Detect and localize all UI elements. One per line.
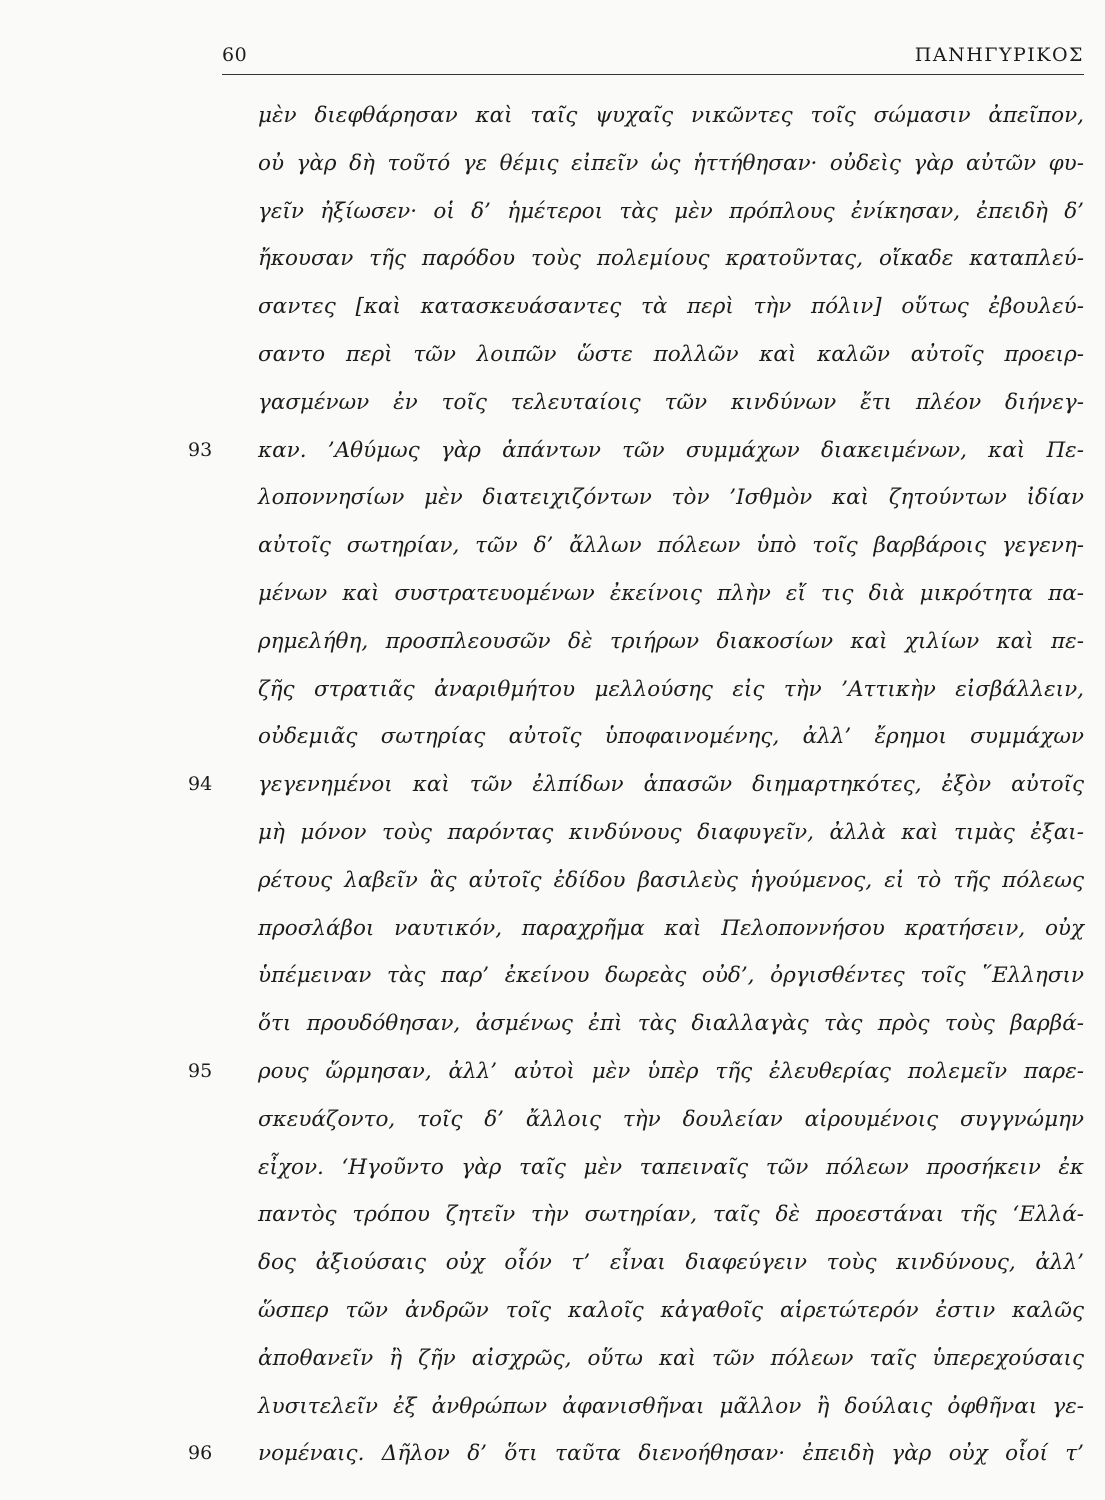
- text-line: [188, 1048, 1084, 1096]
- text-line: [258, 188, 1084, 236]
- text-line: [258, 331, 1084, 379]
- text-line: [258, 1239, 1084, 1287]
- line-text: γασμένων ἐν τοῖς τελευταίοις τῶν κινδύνων ἔτι πλέον διήνεγ-: [258, 389, 1084, 415]
- text-line: [258, 570, 1084, 618]
- section-number: 94: [188, 773, 213, 796]
- text-line: [258, 235, 1084, 283]
- line-text: αὐτοῖς σωτηρίαν, τῶν δ’ ἄλλων πόλεων ὑπὸ τοῖς βαρβάροις γεγενη-: [258, 533, 1084, 559]
- line-text: μὲν διεφθάρησαν καὶ ταῖς ψυχαῖς νικῶντες τοῖς σώμασιν ἀπεῖπον,: [258, 103, 1084, 128]
- text-line: [258, 1096, 1084, 1144]
- text-line: [258, 1383, 1084, 1431]
- line-text: σαντο περὶ τῶν λοιπῶν ὥστε πολλῶν καὶ καλῶν αὐτοῖς προειρ-: [258, 341, 1084, 367]
- text-line: [258, 1144, 1084, 1192]
- text-line: [258, 1287, 1084, 1335]
- text-line: [258, 92, 1084, 140]
- line-text: προσλάβοι ναυτικόν, παραχρῆμα καὶ Πελοποννήσου κρατήσειν, οὐχ: [258, 915, 1084, 941]
- line-text: οὐδεμιᾶς σωτηρίας αὐτοῖς ὑποφαινομένης, ἀλλ’ ἔρημοι συμμάχων: [258, 724, 1084, 750]
- section-number: 93: [188, 438, 213, 461]
- text-line: [258, 1335, 1084, 1383]
- text-line: [258, 140, 1084, 188]
- line-text: λοποννησίων μὲν διατειχιζόντων τὸν ’Ισθμὸν καὶ ζητούντων ἰδίαν: [258, 485, 1084, 511]
- line-text: σκευάζοντο, τοῖς δ’ ἄλλοις τὴν δουλείαν αἱρουμένοις συγγνώμην: [258, 1106, 1084, 1132]
- line-text: ζῆς στρατιᾶς ἀναριθμήτου μελλούσης εἰς τὴν ’Αττικὴν εἰσβάλλειν,: [258, 676, 1084, 702]
- line-text: ρους ὥρμησαν, ἀλλ’ αὐτοὶ μὲν ὑπὲρ τῆς ἐλευθερίας πολεμεῖν παρε-: [258, 1058, 1084, 1084]
- line-text: δος ἀξιούσαις οὐχ οἷόν τ’ εἶναι διαφεύγειν τοὺς κινδύνους, ἀλλ’: [258, 1250, 1084, 1276]
- text-line: [258, 905, 1084, 953]
- line-text: ὥσπερ τῶν ἀνδρῶν τοῖς καλοῖς κἀγαθοῖς αἱρετώτερόν ἐστιν καλῶς: [258, 1297, 1084, 1323]
- line-text: γεγενημένοι καὶ τῶν ἐλπίδων ἁπασῶν διημαρτηκότες, ἐξὸν αὐτοῖς: [258, 772, 1084, 798]
- section-number: 96: [188, 1442, 213, 1465]
- text-line: [258, 713, 1084, 761]
- line-text: εἶχον. ‘Ηγοῦντο γὰρ ταῖς μὲν ταπειναῖς τῶν πόλεων προσήκειν ἐκ: [258, 1154, 1084, 1180]
- line-text: σαντες [καὶ κατασκευάσαντες τὰ περὶ τὴν πόλιν] οὕτως ἐβουλεύ-: [258, 294, 1084, 320]
- text-line: [258, 666, 1084, 714]
- line-text: μένων καὶ συστρατευομένων ἐκείνοις πλὴν εἴ τις διὰ μικρότητα πα-: [258, 580, 1084, 606]
- section-number: 95: [188, 1059, 213, 1082]
- text-line: [258, 283, 1084, 331]
- line-text: ὅτι προυδόθησαν, ἀσμένως ἐπὶ τὰς διαλλαγὰς τὰς πρὸς τοὺς βαρβά-: [258, 1011, 1084, 1037]
- text-line: [258, 952, 1084, 1000]
- line-text: οὐ γὰρ δὴ τοῦτό γε θέμις εἰπεῖν ὡς ἡττήθησαν· οὐδεὶς γὰρ αὐτῶν φυ-: [258, 150, 1084, 176]
- text-line: [258, 1000, 1084, 1048]
- text-line: [258, 809, 1084, 857]
- running-head: ΠΑΝΗΓΥΡΙΚΟΣ: [914, 44, 1084, 66]
- text-body: [188, 92, 1084, 1478]
- page-header: [222, 40, 1084, 76]
- text-line: [258, 474, 1084, 522]
- header-rule: [222, 74, 1084, 75]
- text-line: [258, 618, 1084, 666]
- text-line: [258, 857, 1084, 905]
- line-text: ρέτους λαβεῖν ἃς αὐτοῖς ἐδίδου βασιλεὺς ἡγούμενος, εἰ τὸ τῆς πόλεως: [258, 867, 1084, 893]
- text-line: [188, 1430, 1084, 1478]
- line-text: ἀποθανεῖν ἢ ζῆν αἰσχρῶς, οὕτω καὶ τῶν πόλεων ταῖς ὑπερεχούσαις: [258, 1345, 1084, 1371]
- line-text: ὑπέμειναν τὰς παρ’ ἐκείνου δωρεὰς οὐδ’, ὀργισθέντες τοῖς ῞Ελλησιν: [258, 963, 1084, 989]
- text-line: [188, 761, 1084, 809]
- page-number: 60: [222, 44, 248, 66]
- line-text: νομέναις. Δῆλον δ’ ὅτι ταῦτα διενοήθησαν· ἐπειδὴ γὰρ οὐχ οἷοί τ’: [258, 1441, 1084, 1467]
- line-text: γεῖν ἠξίωσεν· οἱ δ’ ἡμέτεροι τὰς μὲν πρόπλους ἐνίκησαν, ἐπειδὴ δ’: [258, 198, 1084, 224]
- text-line: [258, 522, 1084, 570]
- text-line: [258, 1191, 1084, 1239]
- line-text: παντὸς τρόπου ζητεῖν τὴν σωτηρίαν, ταῖς δὲ προεστάναι τῆς ‘Ελλά-: [258, 1202, 1084, 1228]
- line-text: μὴ μόνον τοὺς παρόντας κινδύνους διαφυγεῖν, ἀλλὰ καὶ τιμὰς ἐξαι-: [258, 819, 1084, 845]
- text-line: [258, 379, 1084, 427]
- line-text: καν. ’Αθύμως γὰρ ἁπάντων τῶν συμμάχων διακειμένων, καὶ Πε-: [258, 437, 1084, 463]
- line-text: ἤκουσαν τῆς παρόδου τοὺς πολεμίους κρατοῦντας, οἴκαδε καταπλεύ-: [258, 246, 1084, 272]
- line-text: λυσιτελεῖν ἐξ ἀνθρώπων ἀφανισθῆναι μᾶλλον ἢ δούλαις ὀφθῆναι γε-: [258, 1393, 1084, 1419]
- line-text: ρημελήθη, προσπλεουσῶν δὲ τριήρων διακοσίων καὶ χιλίων καὶ πε-: [258, 628, 1084, 654]
- text-line: [188, 427, 1084, 475]
